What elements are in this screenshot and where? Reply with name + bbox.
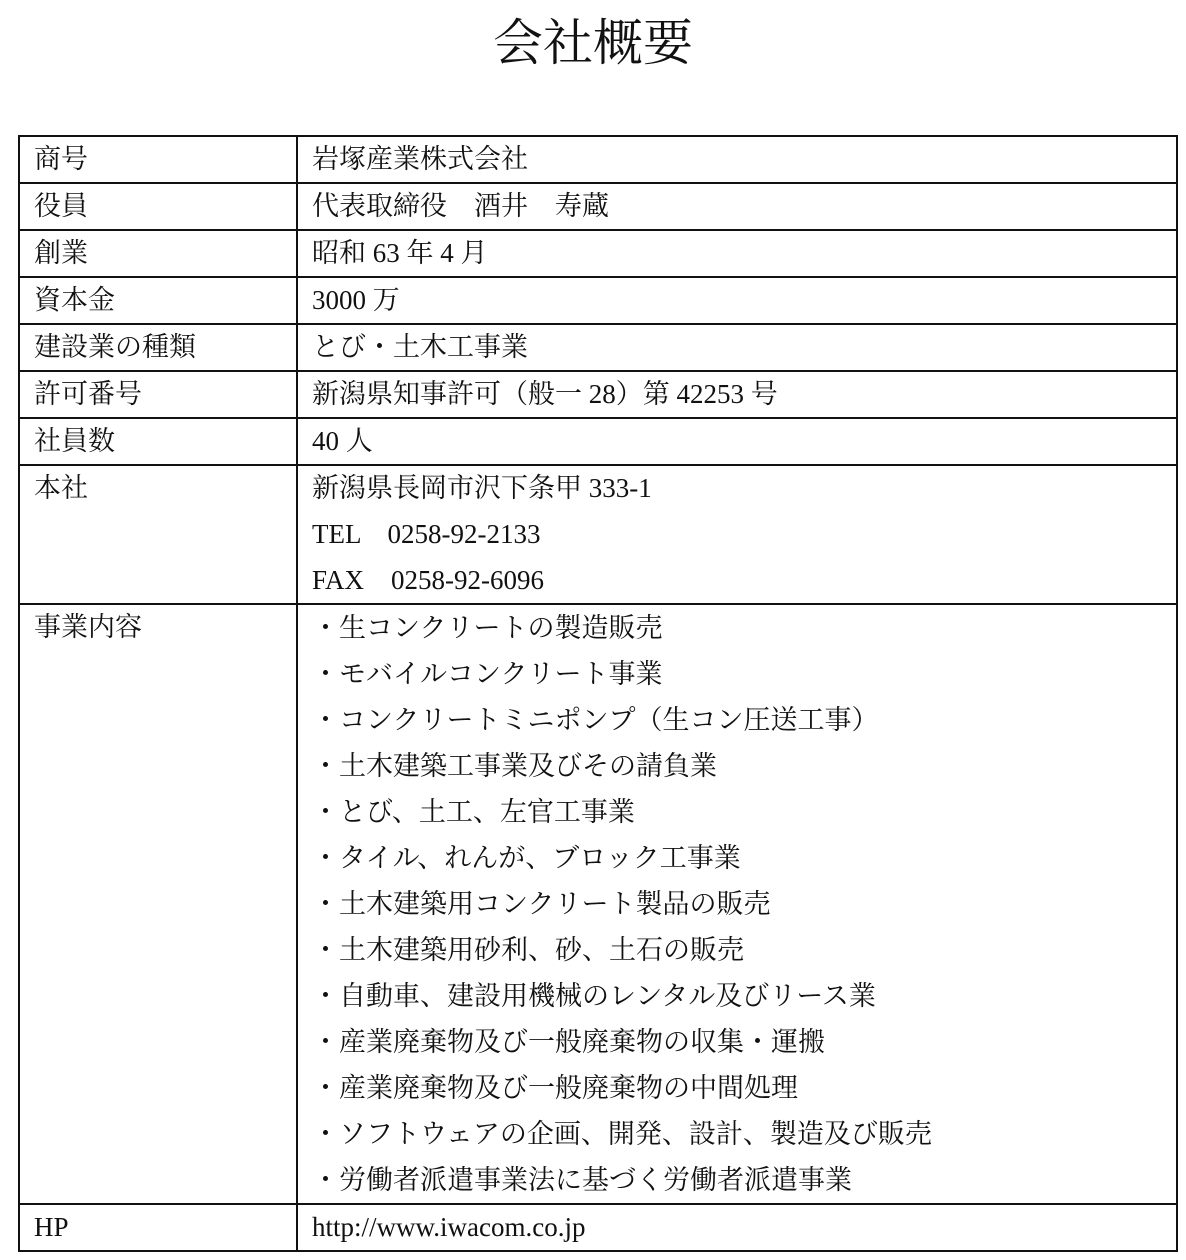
label-employees: 社員数 bbox=[19, 418, 297, 465]
business-item: ・コンクリートミニポンプ（生コン圧送工事） bbox=[312, 705, 879, 736]
row-capital bbox=[19, 277, 1177, 324]
value-head-office bbox=[297, 465, 1177, 604]
row-construction-type bbox=[19, 324, 1177, 371]
value-officers: 代表取締役 酒井 寿蔵 bbox=[297, 183, 1177, 230]
label-founded: 創業 bbox=[19, 230, 297, 277]
row-trade-name bbox=[19, 136, 1177, 183]
business-item: ・とび、土工、左官工事業 bbox=[312, 797, 635, 828]
page-title: 会社概要 bbox=[493, 15, 693, 71]
row-officers bbox=[19, 183, 1177, 230]
label-construction-type: 建設業の種類 bbox=[19, 324, 297, 371]
value-employees: 40 人 bbox=[297, 418, 1177, 465]
row-business bbox=[19, 604, 1177, 1204]
row-employees bbox=[19, 418, 1177, 465]
business-item: ・タイル、れんが、ブロック工事業 bbox=[312, 843, 741, 874]
label-trade-name: 商号 bbox=[19, 136, 297, 183]
business-item: ・産業廃棄物及び一般廃棄物の収集・運搬 bbox=[312, 1027, 825, 1058]
business-item: ・土木建築用砂利、砂、土石の販売 bbox=[312, 935, 744, 966]
value-founded: 昭和 63 年 4 月 bbox=[297, 230, 1177, 277]
row-license-number bbox=[19, 371, 1177, 418]
business-item: ・産業廃棄物及び一般廃棄物の中間処理 bbox=[312, 1073, 798, 1104]
label-license-number: 許可番号 bbox=[19, 371, 297, 418]
value-trade-name: 岩塚産業株式会社 bbox=[297, 136, 1177, 183]
value-construction-type: とび・土木工事業 bbox=[297, 324, 1177, 371]
business-item: ・モバイルコンクリート事業 bbox=[312, 659, 663, 690]
homepage-url: http://www.iwacom.co.jp bbox=[297, 1204, 1177, 1251]
label-capital: 資本金 bbox=[19, 277, 297, 324]
label-officers: 役員 bbox=[19, 183, 297, 230]
head-office-address: 新潟県長岡市沢下条甲 333-1 bbox=[312, 473, 652, 503]
label-homepage: HP bbox=[19, 1204, 297, 1251]
row-homepage bbox=[19, 1204, 1177, 1251]
label-business: 事業内容 bbox=[19, 604, 297, 1204]
value-license-number: 新潟県知事許可（般一 28）第 42253 号 bbox=[297, 371, 1177, 418]
business-item: ・土木建築用コンクリート製品の販売 bbox=[312, 889, 771, 920]
head-office-fax: FAX 0258-92-6096 bbox=[312, 564, 544, 595]
business-item: ・ソフトウェアの企画、開発、設計、製造及び販売 bbox=[312, 1119, 932, 1150]
business-item: ・自動車、建設用機械のレンタル及びリース業 bbox=[312, 981, 876, 1012]
business-item: ・土木建築工事業及びその請負業 bbox=[312, 751, 717, 782]
business-item: ・労働者派遣事業法に基づく労働者派遣事業 bbox=[312, 1165, 852, 1196]
value-capital: 3000 万 bbox=[297, 277, 1177, 324]
business-item: ・生コンクリートの製造販売 bbox=[312, 613, 663, 644]
business-list bbox=[297, 604, 1177, 1204]
company-profile-table bbox=[18, 135, 1178, 1252]
row-founded bbox=[19, 230, 1177, 277]
label-head-office: 本社 bbox=[19, 465, 297, 604]
head-office-tel: TEL 0258-92-2133 bbox=[312, 518, 541, 549]
row-head-office bbox=[19, 465, 1177, 604]
